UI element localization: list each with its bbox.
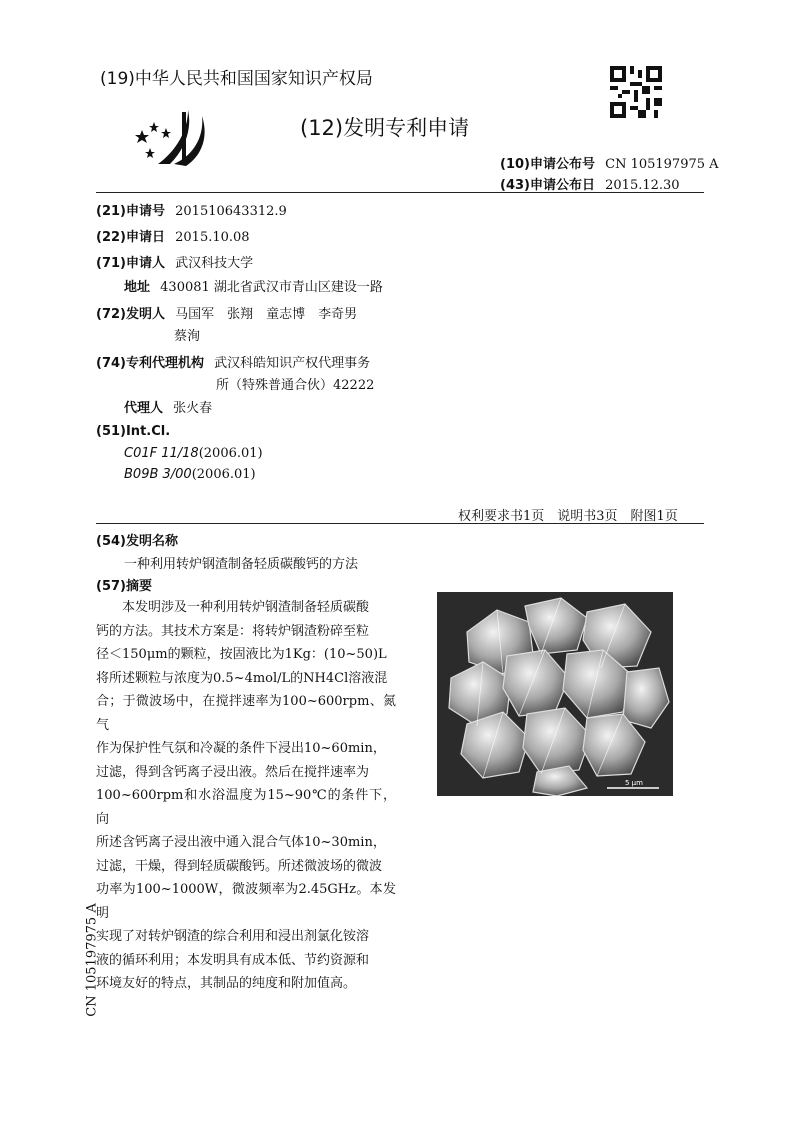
inventors-line2: 蔡洵 bbox=[174, 329, 201, 344]
document-type: (12)发明专利申请 bbox=[300, 116, 470, 140]
abstract-line: 作为保护性气氛和冷凝的条件下浸出10~60min， bbox=[96, 741, 386, 756]
patent-agency-line2: 所（特殊普通合伙）42222 bbox=[216, 378, 375, 393]
address: 地址 430081 湖北省武汉市青山区建设一路 bbox=[124, 280, 383, 295]
abstract-line: 功率为100~1000W，微波频率为2.45GHz。本发明 bbox=[96, 882, 396, 921]
qr-code-icon bbox=[610, 66, 662, 118]
inventors: (72)发明人 马国军 张翔 童志博 李奇男 bbox=[96, 307, 358, 322]
abstract-line: 液的循环利用；本发明具有成本低、节约资源和 bbox=[96, 952, 370, 968]
abstract-text bbox=[96, 596, 396, 996]
abstract-line: 径＜150μm的颗粒，按固液比为1Kg：(10~50)L bbox=[96, 647, 387, 662]
abstract-label: (57)摘要 bbox=[96, 579, 152, 594]
invention-title-label: (54)发明名称 bbox=[96, 534, 178, 549]
side-publication-number: CN 105197975 A bbox=[84, 903, 100, 1017]
int-cl-entry: C01F 11/18(2006.01) bbox=[124, 446, 263, 461]
abstract-line: 本发明涉及一种利用转炉钢渣制备轻质碳酸 bbox=[122, 600, 370, 615]
abstract-line: 过滤，干燥，得到轻质碳酸钙。所述微波场的微波 bbox=[96, 858, 383, 874]
office-name: (19)中华人民共和国国家知识产权局 bbox=[100, 69, 373, 89]
abstract-line: 所述含钙离子浸出液中通入混合气体10~30min， bbox=[96, 835, 386, 850]
abstract-line: 实现了对转炉钢渣的综合利用和浸出剂氯化铵溶 bbox=[96, 929, 370, 944]
header-divider bbox=[96, 192, 704, 193]
section-divider bbox=[96, 523, 704, 524]
abstract-line: 钙的方法。其技术方案是：将转炉钢渣粉碎至粒 bbox=[96, 623, 370, 639]
abstract-line: 过滤，得到含钙离子浸出液。然后在搅拌速率为 bbox=[96, 764, 370, 780]
int-cl-entry: B09B 3/00(2006.01) bbox=[124, 467, 256, 482]
sem-micrograph-image bbox=[437, 592, 673, 796]
applicant: (71)申请人 武汉科技大学 bbox=[96, 256, 254, 271]
publication-date: (43)申请公布日 2015.12.30 bbox=[500, 178, 680, 193]
abstract-line: 将所述颗粒与浓度为0.5~4mol/L的NH4Cl溶液混 bbox=[96, 670, 388, 686]
scale-bar-label: 5 μm bbox=[625, 779, 643, 787]
cnipa-logo bbox=[130, 108, 210, 168]
application-number: (21)申请号 201510643312.9 bbox=[96, 204, 287, 219]
application-date: (22)申请日 2015.10.08 bbox=[96, 230, 250, 245]
agent: 代理人 张火春 bbox=[124, 401, 213, 416]
abstract-line: 环境友好的特点，其制品的纯度和附加值高。 bbox=[96, 976, 357, 991]
patent-agency: (74)专利代理机构 武汉科皓知识产权代理事务 bbox=[96, 356, 371, 371]
abstract-line: 合；于微波场中，在搅拌速率为100~600rpm、氮气 bbox=[96, 694, 396, 733]
abstract-line: 100~600rpm和水浴温度为15~90℃的条件下，向 bbox=[96, 788, 396, 827]
invention-title: 一种利用转炉钢渣制备轻质碳酸钙的方法 bbox=[124, 557, 359, 572]
int-cl-label: (51)Int.Cl. bbox=[96, 424, 171, 439]
publication-number: (10)申请公布号 CN 105197975 A bbox=[500, 157, 719, 172]
page-counts: 权利要求书1页 说明书3页 附图1页 bbox=[458, 509, 678, 524]
